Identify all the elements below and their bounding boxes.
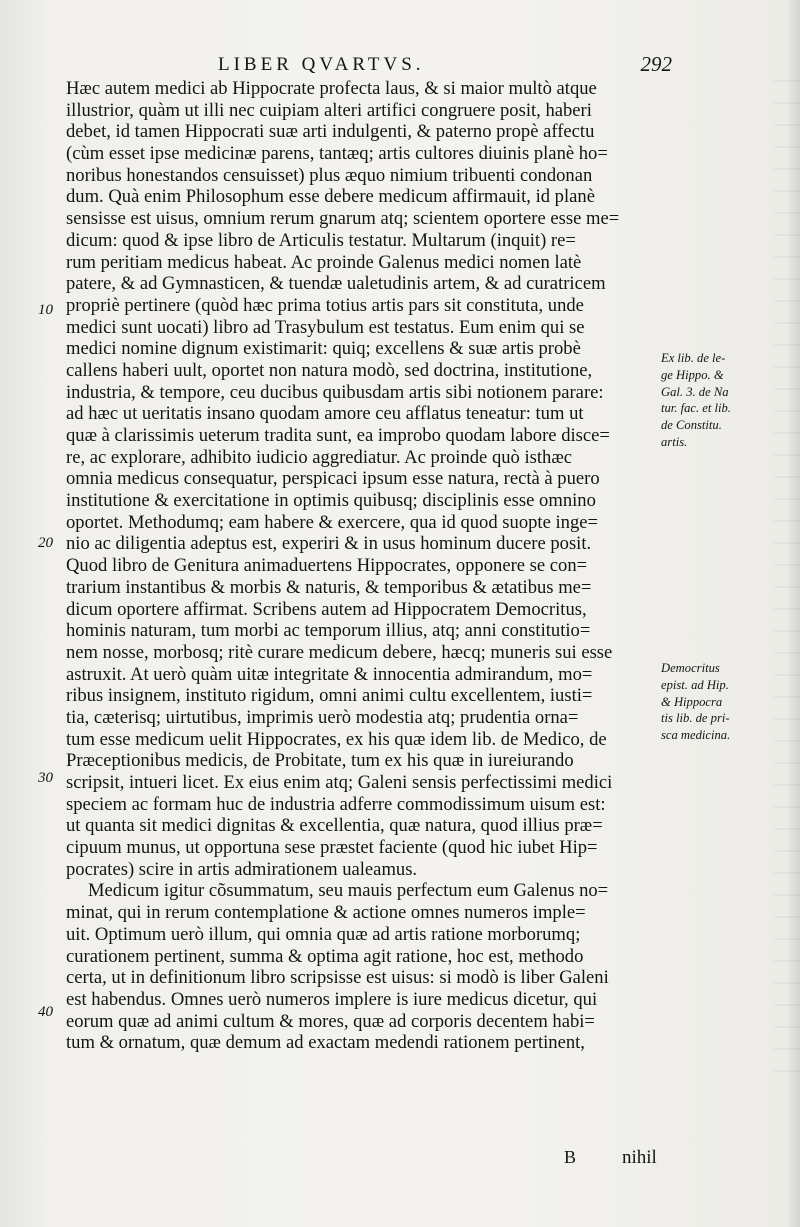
text-line: quæ à clarissimis ueterum tradita sunt, ea improbo quodam labore disce= (66, 425, 610, 446)
text-line: uit. Optimum uerò illum, qui omnia quæ ad artis ratione morborumq; (66, 923, 581, 945)
line-number: 20 (38, 535, 53, 551)
text-line: re, ac explorare, adhibito iudicio aggrediatur. Ac proinde quò isthæc (66, 446, 573, 468)
page-edge-shadow (786, 0, 800, 1227)
text-line: scripsit, intueri licet. Ex eius enim atq; Galeni sensis perfectissimi medici (66, 772, 613, 793)
text-line: rum peritiam medicus habeat. Ac proinde Galenus medici nomen latè (66, 251, 582, 273)
text-line: propriè pertinere (quòd hæc prima totius artis pars sit constituta, unde (66, 294, 584, 316)
text-line: astruxit. At uerò quàm uitæ integritate & innocentia admirandum, mo= (66, 663, 593, 685)
folio-number: 292 (640, 52, 672, 76)
text-line: dicum: quod & ipse libro de Articulis testatur. Multarum (inquit) re= (66, 229, 576, 251)
text-line: institutione & exercitatione in optimis quibusq; disciplinis esse omnino (66, 490, 596, 512)
margin-note-line: sca medicina. (661, 728, 731, 743)
text-line: pocrates) scire in artis admirationem ualeamus. (66, 858, 418, 880)
margin-note-line: ge Hippo. & (661, 367, 724, 382)
text-line: (cùm esset ipse medicinæ parens, tantæq; artis cultores diuinis planè ho= (66, 143, 608, 165)
text-line: tia, cæterisq; uirtutibus, imprimis uerò modestia atq; prudentia orna= (66, 706, 579, 728)
text-line: Quod libro de Genitura animaduertens Hippocrates, opponere se con= (66, 555, 588, 577)
margin-note-line: artis. (661, 434, 688, 449)
text-line: eorum quæ ad animi cultum & mores, quæ ad corporis decentem habi= (66, 1010, 595, 1032)
text-line: omnia medicus consequatur, perspicaci ipsum esse natura, rectà à puero (66, 468, 600, 490)
margin-note-line: epist. ad Hip. (661, 677, 729, 692)
text-line: est habendus. Omnes uerò numeros implere is iure medicus dicetur, qui (66, 988, 598, 1010)
text-line: sensisse est uisus, omnium rerum gnarum atq; scientem oportere esse me= (66, 208, 620, 230)
margin-note (661, 350, 773, 451)
margin-note-line: & Hippocra (661, 694, 723, 709)
text-line: Medicum igitur cõsummatum, seu mauis perfectum eum Galenus no= (88, 880, 609, 902)
running-head: LIBER QVARTVS. (218, 54, 425, 75)
text-line: oportet. Methodumq; eam habere & exercere, qua id quod suopte inge= (66, 511, 598, 533)
text-line: curationem pertinent, summa & optima agit ratione, hoc est, methodo (66, 945, 584, 967)
text-line: speciem ac formam huc de industria adferre commodissimum uisum est: (66, 793, 606, 815)
text-line: nio ac diligentia adeptus est, experiri & in usus hominum ducere posit. (66, 533, 592, 555)
text-line: industria, & tempore, ceu ducibus quibusdam artis sibi notionem parare: (66, 381, 604, 403)
line-number: 30 (38, 770, 53, 786)
text-line: illustrior, quàm ut illi nec cuipiam alteri artifici congruere posit, haberi (66, 99, 592, 121)
margin-note-line: de Constitu. (661, 418, 722, 433)
text-line: callens haberi uult, oportet non natura modò, sed doctrina, institutione, (66, 359, 593, 381)
text-line: dicum oportere affirmat. Scribens autem ad Hippocratem Democritus, (66, 598, 587, 620)
margin-note-line: Ex lib. de le- (661, 351, 726, 365)
text-line: tum & ornatum, quæ demum ad exactam medendi rationem pertinent, (66, 1032, 585, 1054)
text-line: cipuum munus, ut opportuna sese præstet faciente (quod hic iubet Hip= (66, 837, 598, 859)
main-text-block (66, 78, 656, 1054)
text-line: certa, ut in definitionum libro scripsisse est uisus: si modò is liber Galeni (66, 967, 609, 989)
margin-note (661, 660, 773, 744)
text-line: Præceptionibus medicis, de Probitate, tum ex his quæ in iureiurando (66, 750, 574, 772)
text-line: hominis naturam, tum morbi ac temporum illius, atq; anni constitutio= (66, 620, 591, 642)
margin-note-line: tur. fac. et lib. (661, 401, 731, 416)
text-line: dum. Quà enim Philosophum esse debere medicum affirmauit, id planè (66, 186, 595, 208)
text-line: tum esse medicum uelit Hippocrates, ex his quæ idem lib. de Medico, de (66, 728, 607, 750)
catchword: nihil (622, 1147, 657, 1168)
margin-note-line: tis lib. de pri- (661, 711, 730, 726)
text-line: ribus insignem, instituto rigidum, omni animi cultu excellentem, iusti= (66, 685, 593, 707)
text-line: ad hæc ut ueritatis insano quodam amore ceu afflatus teneatur: tum ut (66, 403, 584, 425)
signature-mark: B (564, 1147, 577, 1167)
text-line: patere, & ad Gymnasticen, & tuendæ ualetudinis artem, & ad curatricem (66, 273, 606, 295)
margin-note-line: Gal. 3. de Na (661, 384, 729, 399)
text-line: debet, id tamen Hippocrati suæ arti indulgenti, & paterno propè affectu (66, 121, 595, 143)
line-number: 10 (38, 302, 53, 318)
text-line: nem nosse, morbosq; ritè curare medicum debere, hæcq; muneris sui esse (66, 641, 613, 663)
line-number: 40 (38, 1004, 53, 1020)
text-line: minat, qui in rerum contemplatione & actione omnes numeros imple= (66, 902, 586, 924)
text-line: trarium instantibus & morbis & naturis, & temporibus & ætatibus me= (66, 576, 592, 598)
text-line: medici nomine dignum existimarit: quiq; excellens & suæ artis probè (66, 338, 581, 360)
margin-note-line: Democritus (661, 661, 720, 675)
text-line: medici sunt uocati) libro ad Trasybulum est testatus. Eum enim qui se (66, 316, 585, 338)
text-line: ut quanta sit medici dignitas & excellentia, quæ natura, quod illius præ= (66, 815, 603, 837)
text-line: Hæc autem medici ab Hippocrate profecta laus, & si maior multò atque (66, 78, 597, 99)
text-line: noribus honestandos censuisset) plus æquo nimium tribuenti condonan (66, 164, 593, 186)
